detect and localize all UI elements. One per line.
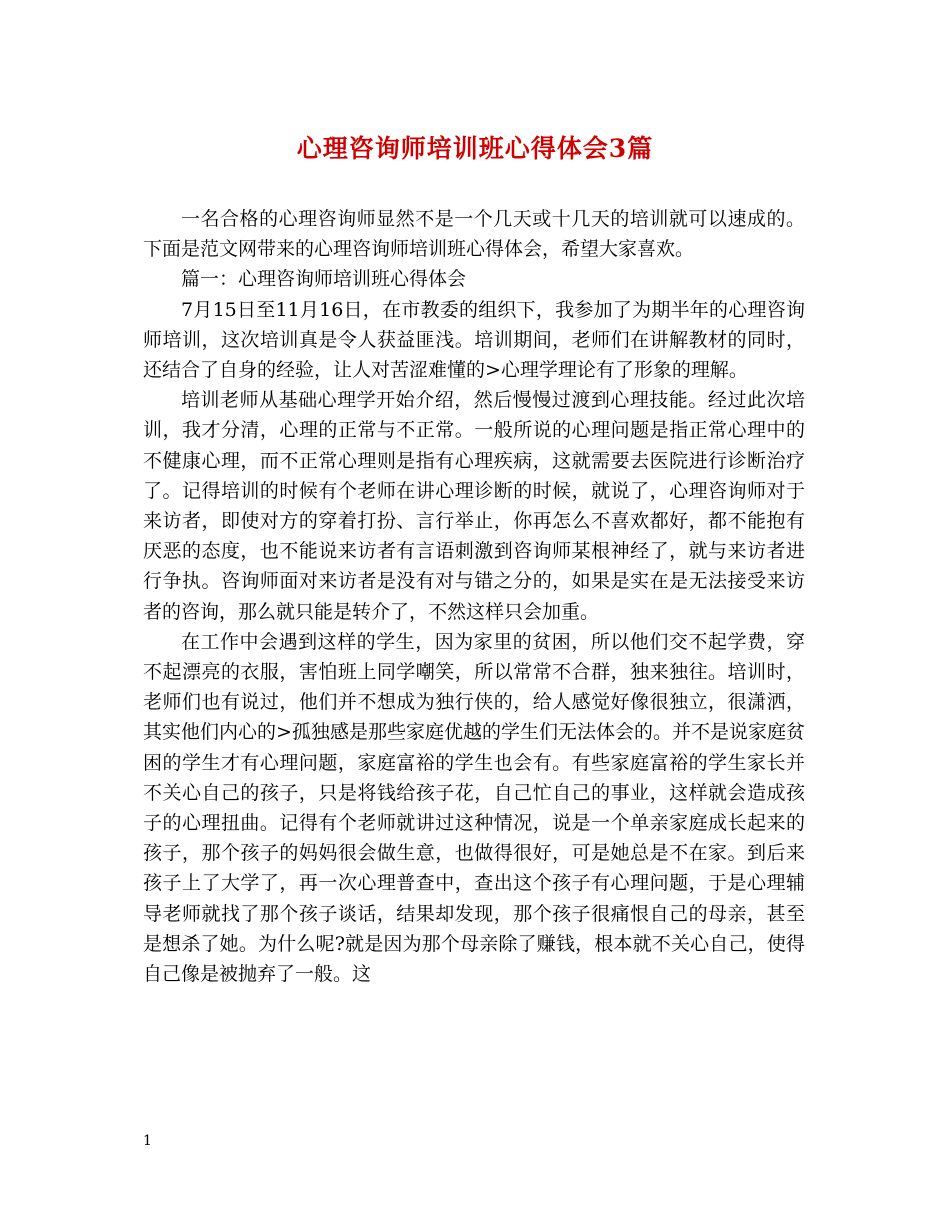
paragraph-training-content: 培训老师从基础心理学开始介绍，然后慢慢过渡到心理技能。经过此次培训，我才分清，心理的正常与不正常。一般所说的心理问题是指正常心理中的不健康心理，而不正常心理则是指有心理疾病，这就需要去医院进行诊断治疗了。记得培训的时候有个老师在讲心理诊断的时候，就说了，心理咨询师对于来访者，即使对方的穿着打扮、言行举止，你再怎么不喜欢都好，都不能抱有厌恶的态度，也不能说来访者有言语刺激到咨询师某根神经了，就与来访者进行争执。咨询师面对来访者是没有对与错之分的，如果是实在是无法接受来访者的咨询，那么就只能是转介了，不然这样只会加重。 bbox=[143, 389, 805, 623]
section-heading: 篇一：心理咨询师培训班心得体会 bbox=[181, 268, 467, 291]
document-title: 心理咨询师培训班心得体会3篇 bbox=[296, 134, 654, 163]
paragraph-student-cases: 在工作中会遇到这样的学生，因为家里的贫困，所以他们交不起学费，穿不起漂亮的衣服，害怕班上同学嘲笑，所以常常不合群，独来独往。培训时，老师们也有说过，他们并不想成为独行侠的，给人感觉好像很独立，很潇洒，其实他们内心的>孤独感是那些家庭优越的学生们无法体会的。并不是说家庭贫困的学生才有心理问题，家庭富裕的学生也会有。有些家庭富裕的学生家长并不关心自己的孩子，只是将钱给孩子花，自己忙自己的事业，这样就会造成孩子的心理扭曲。记得有个老师就讲过这种情况，说是一个单亲家庭成长起来的孩子，那个孩子的妈妈很会做生意，也做得很好，可是她总是不在家。到后来孩子上了大学了，再一次心理普查中，查出这个孩子有心理问题，于是心理辅导老师就找了那个孩子谈话，结果却发现，那个孩子很痛恨自己的母亲，甚至是想杀了她。为什么呢?就是因为那个母亲除了赚钱，根本就不关心自己，使得自己像是被抛弃了一般。这 bbox=[143, 630, 805, 986]
paragraph-intro: 一名合格的心理咨询师显然不是一个几天或十几天的培训就可以速成的。下面是范文网带来的心理咨询师培训班心得体会，希望大家喜欢。 bbox=[143, 208, 805, 261]
paragraph-training-dates: 7月15日至11月16日，在市教委的组织下，我参加了为期半年的心理咨询师培训，这次培训真是令人获益匪浅。培训期间，老师们在讲解教材的同时，还结合了自身的经验，让人对苦涩难懂的>心理学理论有了形象的理解。 bbox=[143, 298, 805, 382]
document-body bbox=[143, 204, 805, 989]
page-number: 1 bbox=[143, 1133, 152, 1149]
